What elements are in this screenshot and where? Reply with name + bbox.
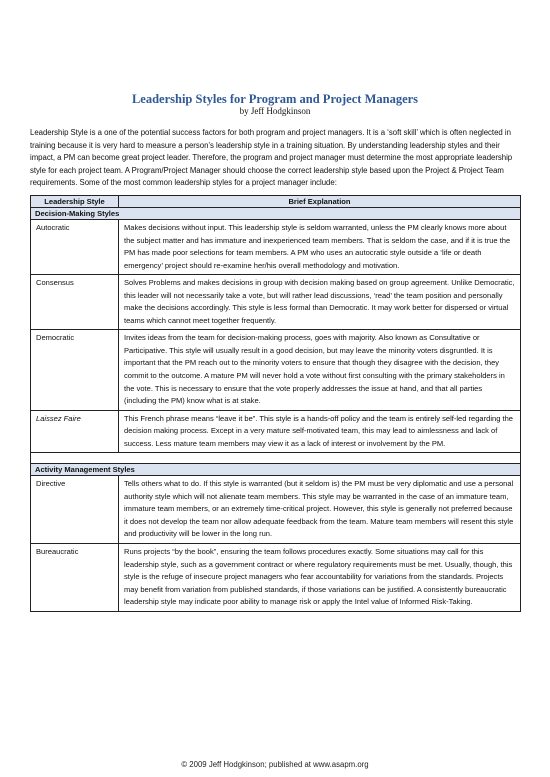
section-row-decision-making [31, 207, 521, 219]
style-name: Consensus [31, 275, 119, 330]
page-footer: © 2009 Jeff Hodgkinson; published at www.asapm.org [181, 760, 369, 769]
section-title: Activity Management Styles [31, 464, 521, 476]
style-name: Democratic [31, 330, 119, 410]
document-page [30, 92, 520, 612]
style-name: Directive [31, 476, 119, 544]
table-row [31, 544, 521, 612]
style-explanation: Invites ideas from the team for decision-making process, goes with majority. Also known as Consultative or Participative. This style will usually result in a good decision, but may leave the minority voters disgruntled. It is important that the PM reach out to the minority voters to ensure that though they disagree with the decision, they commit to the outcome. A mature PM will never hold a vote without first consulting with the primary stakeholders in the vote. This is necessary to ensure that the vote properly addresses the issue at hand, and that all parties (including the PM) know what is at stake. [119, 330, 521, 410]
spacer-cell [31, 453, 521, 464]
style-explanation: Tells others what to do. If this style is warranted (but it seldom is) the PM must be very diplomatic and use a personal authority style which will not alienate team members. This style may be warranted in the case of an immature team, immature team members, or an extremely time-critical project. However, this style is generally not preferred because it does not develop the team nor allow adequate feedback from the team. Mature team members will resent this style and productivity will be lower in the long run. [119, 476, 521, 544]
section-row-activity-management [31, 464, 521, 476]
style-explanation: Solves Problems and makes decisions in group with decision making based on group agreement. Unlike Democratic, this leader will not necessarily take a vote, but will rather lead discussions, ‘read’ the team position and personally make the decisions accordingly. This style is less formal than Democratic. It may work better for dispersed or virtual teams which cannot meet together frequently. [119, 275, 521, 330]
header-brief-explanation: Brief Explanation [119, 195, 521, 207]
table-row [31, 275, 521, 330]
table-row [31, 219, 521, 274]
table-row [31, 330, 521, 410]
table-row [31, 410, 521, 453]
leadership-styles-table [30, 195, 521, 612]
section-title: Decision-Making Styles [31, 207, 521, 219]
header-leadership-style: Leadership Style [31, 195, 119, 207]
style-explanation: This French phrase means “leave it be”. This style is a hands-off policy and the team is entirely self-led regarding the decision making process. Except in a very mature self-motivated team, this may lead to aimlessness and lack of success. Less mature team members may view it as a lack of interest or involvement by the PM. [119, 410, 521, 453]
table-row [31, 476, 521, 544]
table-header-row [31, 195, 521, 207]
document-title: Leadership Styles for Program and Project Managers [131, 92, 419, 106]
style-explanation: Makes decisions without input. This leadership style is seldom warranted, unless the PM clearly knows more about the subject matter and has immature and inexperienced team members. That is seldom the case, and if it is true the PM has made poor selections for team members. A PM who uses an autocratic style outside a ‘life or death emergency’ project should re-examine her/his overall methodology and motivation. [119, 219, 521, 274]
author-byline: by Jeff Hodgkinson [239, 106, 311, 116]
spacer-row [31, 453, 521, 464]
style-name: Bureaucratic [31, 544, 119, 612]
intro-paragraph: Leadership Style is a one of the potential success factors for both program and project managers. It is a ‘soft skill’ which is often neglected in training because it is very hard to measure a person’s leadership style in a training situation. By understanding leadership styles and their impact, a PM can become great project leader. Therefore, the program and project manager must determine the most appropriate leadership style for each project team. A Program/Project Manager should choose the correct leadership style based upon the Project & Project Team requirements. Some of the most common leadership styles for a project manager include: [30, 128, 513, 188]
style-explanation: Runs projects “by the book”, ensuring the team follows procedures exactly. Some situations may call for this leadership style, such as a government contract or where regulatory requirements must be met. Usually, though, this style is the refuge of insecure project managers who fear accountability for variations from the standards. Projects may benefit from variation from published standards, if those variations can be justified. A consistently bureaucratic leadership style may indicate poor ability to manage risk or apply the Intel value of Informed Risk-Taking. [119, 544, 521, 612]
style-name: Autocratic [31, 219, 119, 274]
style-name: Laissez Faire [31, 410, 119, 453]
